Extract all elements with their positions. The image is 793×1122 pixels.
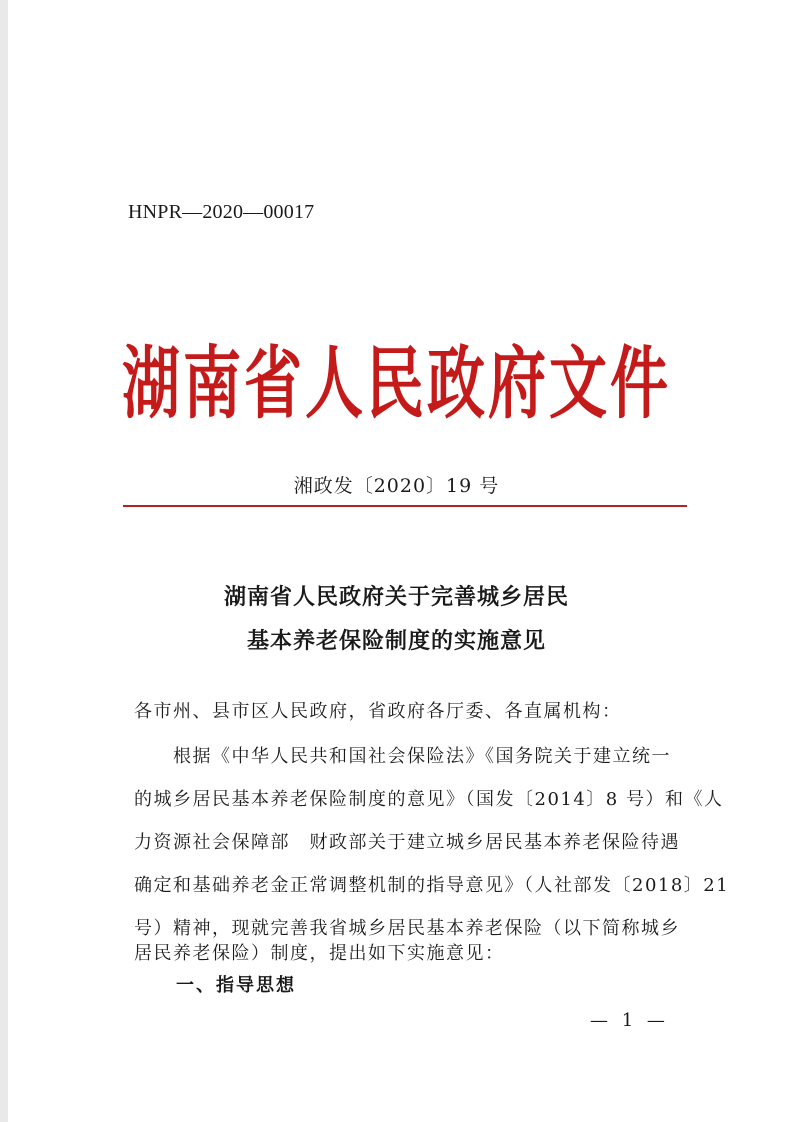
red-divider-rule [123,505,687,507]
scan-page-edge [0,0,8,1122]
addressees-line: 各市州、县市区人民政府，省政府各厅委、各直属机构： [134,701,622,722]
body-paragraph-line: 确定和基础养老金正常调整机制的指导意见》（人社部发〔2018〕21 [134,875,730,896]
issue-number: 湘政发〔2020〕19 号 [293,475,500,497]
document-title-line-1: 湖南省人民政府关于完善城乡居民 [223,584,569,610]
body-paragraph-line: 力资源社会保障部 财政部关于建立城乡居民基本养老保险待遇 [134,832,680,853]
body-paragraph-line: 居民养老保险）制度，提出如下实施意见： [134,943,505,964]
body-paragraph-line: 号）精神，现就完善我省城乡居民基本养老保险（以下简称城乡 [134,918,680,939]
red-header-title: 湖南省人民政府文件 [121,337,671,430]
section-heading: 一、指导思想 [176,975,296,996]
page-number: — 1 — [590,1010,669,1031]
document-title-line-2: 基本养老保险制度的实施意见 [246,628,546,654]
body-paragraph-line: 根据《中华人民共和国社会保险法》《国务院关于建立统一 [173,746,671,767]
document-number: HNPR—2020—00017 [128,201,315,223]
body-paragraph-line: 的城乡居民基本养老保险制度的意见》（国发〔2014〕8 号）和《人 [134,789,724,810]
